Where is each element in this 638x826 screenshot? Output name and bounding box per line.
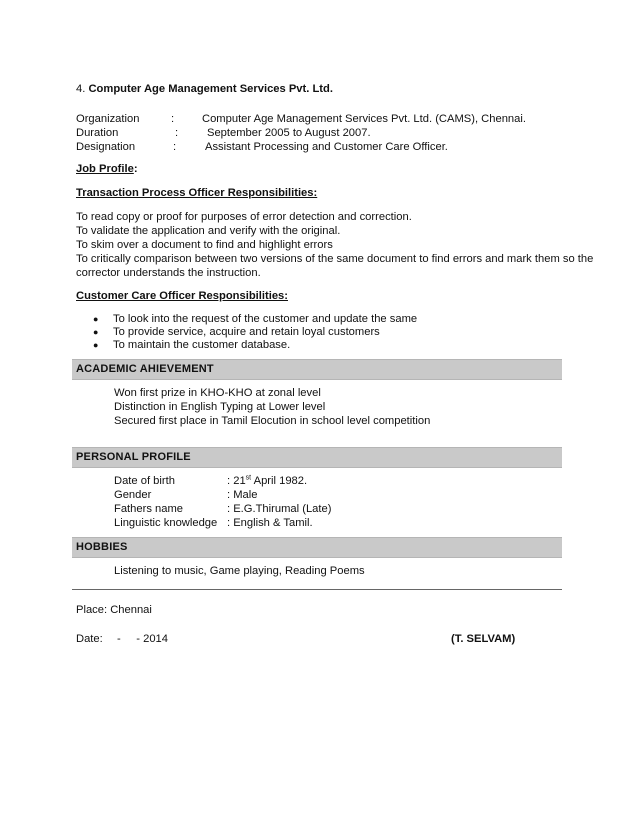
organization-value: Computer Age Management Services Pvt. Ltd. (CAMS), Chennai.	[202, 113, 526, 125]
job-profile-heading	[76, 162, 138, 176]
fathers-name-value: : E.G.Thirumal (Late)	[227, 503, 332, 515]
academic-item: Secured first place in Tamil Elocution in school level competition	[114, 415, 431, 427]
fathers-name-label: Fathers name	[114, 503, 184, 515]
company-name: Computer Age Management Services Pvt. Ltd.	[88, 83, 333, 95]
customer-care-heading: Customer Care Officer Responsibilities:	[76, 290, 288, 302]
designation-label: Designation	[76, 141, 136, 153]
transaction-line: To skim over a document to find and highlight errors	[76, 239, 333, 251]
bullet-icon: ●	[93, 327, 99, 337]
dob-label: Date of birth	[114, 475, 175, 487]
academic-section-title: ACADEMIC AHIEVEMENT	[76, 363, 214, 375]
transaction-heading: Transaction Process Officer Responsibilities:	[76, 187, 318, 199]
customer-bullet-item: To maintain the customer database.	[113, 339, 291, 351]
linguistic-label: Linguistic knowledge	[114, 517, 218, 529]
hobbies-section-title: HOBBIES	[76, 541, 128, 553]
organization-colon: :	[171, 113, 175, 125]
customer-bullet-item: To look into the request of the customer and update the same	[113, 313, 418, 325]
transaction-line: corrector understands the instruction.	[76, 267, 261, 279]
academic-item: Won first prize in KHO-KHO at zonal level	[114, 387, 321, 399]
dob-value-suffix: st	[245, 474, 252, 482]
employment-heading	[76, 82, 333, 96]
gender-label: Gender	[114, 489, 152, 501]
duration-label: Duration	[76, 127, 119, 139]
transaction-line: To read copy or proof for purposes of error detection and correction.	[76, 211, 412, 223]
duration-value: September 2005 to August 2007.	[207, 127, 371, 139]
hobbies-text: Listening to music, Game playing, Reading Poems	[114, 565, 365, 577]
personal-section-bar	[72, 447, 562, 468]
bullet-icon: ●	[93, 314, 99, 324]
personal-section-title: PERSONAL PROFILE	[76, 451, 191, 463]
place-text: Place: Chennai	[76, 604, 152, 616]
designation-value: Assistant Processing and Customer Care Officer.	[205, 141, 448, 153]
duration-colon: :	[175, 127, 179, 139]
academic-item: Distinction in English Typing at Lower level	[114, 401, 326, 413]
divider-line	[72, 589, 562, 590]
date-label: Date:	[76, 633, 103, 645]
linguistic-value: : English & Tamil.	[227, 517, 313, 529]
job-profile-colon: :	[133, 163, 138, 175]
dob-value	[227, 474, 307, 488]
employment-number: 4.	[76, 83, 86, 95]
job-profile-label: Job Profile	[76, 163, 134, 175]
hobbies-section-bar	[72, 537, 562, 558]
designation-colon: :	[173, 141, 177, 153]
organization-label: Organization	[76, 113, 140, 125]
bullet-icon: ●	[93, 340, 99, 350]
customer-bullet-item: To provide service, acquire and retain loyal customers	[113, 326, 380, 338]
date-value: - - 2014	[117, 633, 168, 645]
transaction-line: To validate the application and verify with the original.	[76, 225, 341, 237]
academic-section-bar	[72, 359, 562, 380]
gender-value: : Male	[227, 489, 258, 501]
dob-value-rest: April 1982.	[251, 475, 308, 487]
dob-value-day: : 21	[227, 475, 246, 487]
transaction-line: To critically comparison between two versions of the same document to find errors and mark them so the	[76, 253, 594, 265]
signature-name: (T. SELVAM)	[451, 633, 516, 645]
